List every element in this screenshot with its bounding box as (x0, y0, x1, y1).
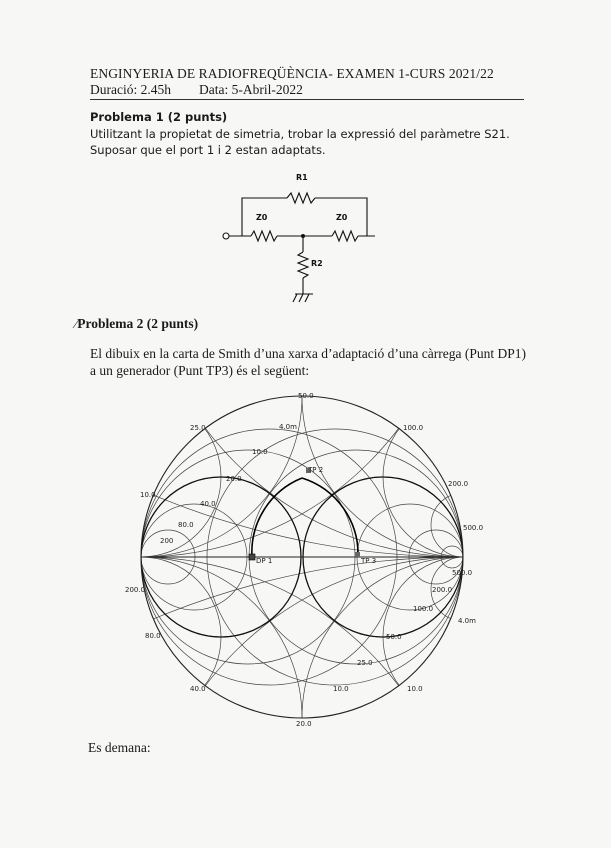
label-100b: 100.0 (413, 605, 434, 613)
label-z0-right: Z0 (336, 213, 348, 222)
label-80b: 80.0 (145, 632, 161, 640)
problem1-text: Utilitzant la propietat de simetria, trobar la expressió del paràmetre S21. Suposar que el port 1 i 2 estan adaptats. (90, 127, 510, 157)
x-arc (302, 235, 611, 557)
b-arc (0, 0, 463, 557)
label-10b: 10.0 (333, 685, 349, 693)
b-arc (0, 557, 463, 848)
label-25: 25.0 (190, 424, 206, 432)
marker-dp1 (249, 554, 255, 560)
label-tp3: TP 3 (361, 557, 377, 565)
problem1-title: Problema 1 (2 punts) (90, 110, 228, 124)
x-arc (0, 557, 611, 848)
label-10-top: 10.0 (252, 448, 268, 456)
b-arc (0, 235, 302, 557)
problem2-title: ∕Problema 2 (2 punts) (75, 316, 199, 331)
x-arc (141, 0, 611, 557)
label-top: 50.0 (298, 392, 314, 400)
label-bottom: 20.0 (296, 720, 312, 728)
ask-text: Es demana: (88, 740, 151, 755)
problem2-text: El dibuix en la carta de Smith d’una xarxa d’adaptació d’una càrrega (Punt DP1) a un generador (Punt TP3) és el següent: (90, 346, 526, 378)
label-4m-right: 4.0m (458, 617, 476, 625)
duration: Duració: 2.45h (90, 82, 171, 97)
label-50b: 50.0 (386, 633, 402, 641)
label-4m: 4.0m (279, 423, 297, 431)
label-r1: R1 (296, 173, 308, 182)
label-80: 80.0 (178, 521, 194, 529)
x-arc (383, 397, 543, 557)
label-40: 40.0 (200, 500, 216, 508)
label-r2: R2 (311, 259, 323, 268)
label-10-left: 10.0 (140, 491, 156, 499)
label-10c: 10.0 (407, 685, 423, 693)
x-arc (141, 557, 611, 848)
label-200-left-small: 200 (160, 537, 174, 545)
label-tp2: TP 2 (308, 466, 324, 474)
b-arc (0, 557, 302, 848)
x-arc (383, 557, 543, 717)
label-40b: 40.0 (190, 685, 206, 693)
b-arc (61, 397, 221, 557)
b-arc (61, 557, 221, 717)
label-200-right: 200.0 (448, 480, 469, 488)
label-dp1: DP 1 (256, 557, 273, 565)
marker-tp3 (355, 552, 360, 557)
label-200-left: 200.0 (125, 586, 146, 594)
label-100: 100.0 (403, 424, 424, 432)
label-200b: 200.0 (432, 586, 453, 594)
exam-title: ENGINYERIA DE RADIOFREQÜÈNCIA- EXAMEN 1-CURS 2021/22 (90, 66, 494, 81)
label-25b: 25.0 (357, 659, 373, 667)
label-500b: 500.0 (452, 569, 473, 577)
exam-date: Data: 5-Abril-2022 (198, 82, 303, 97)
label-500: 500.0 (463, 524, 484, 532)
label-z0-left: Z0 (256, 213, 268, 222)
label-20: 20.0 (226, 475, 242, 483)
